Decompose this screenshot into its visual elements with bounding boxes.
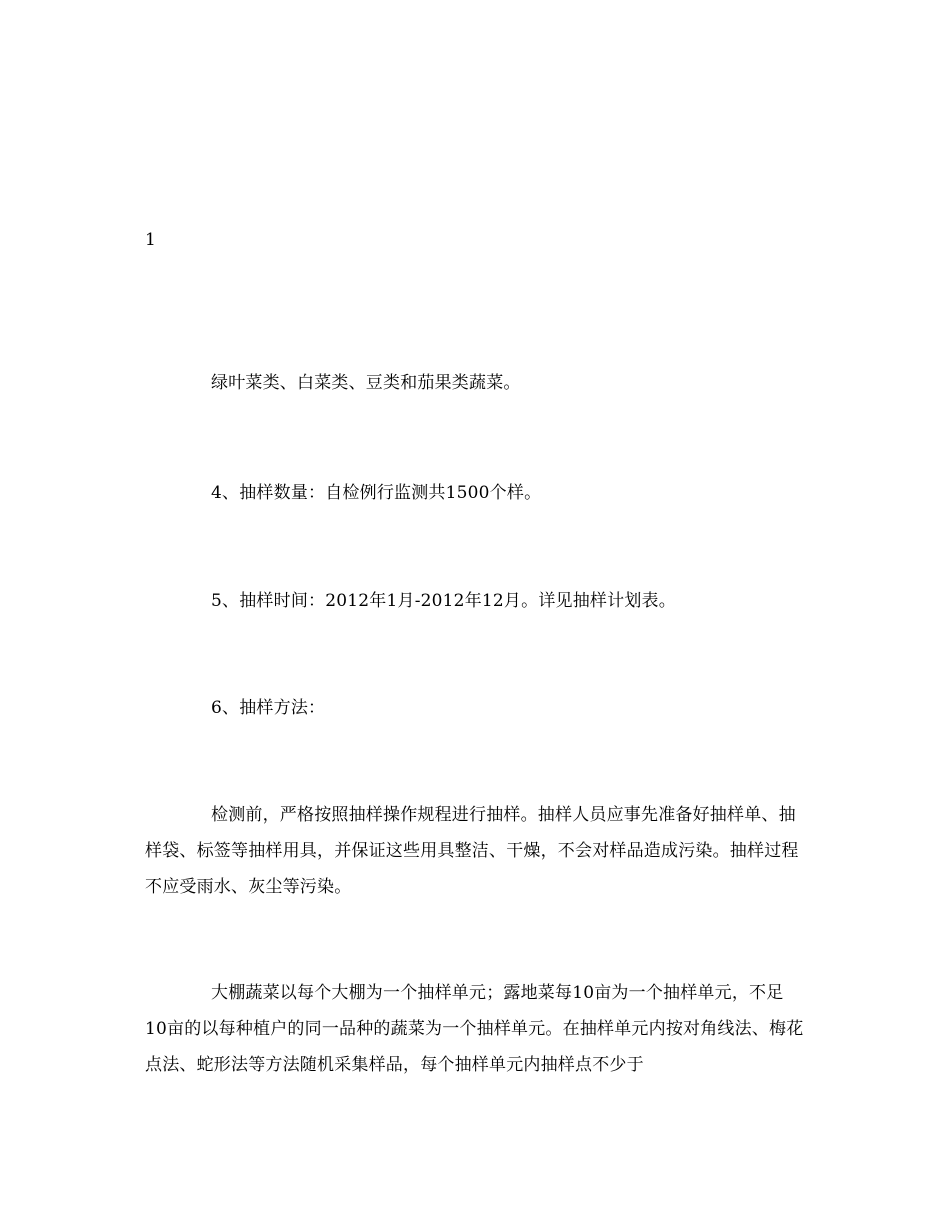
paragraph-sample-method-heading: 6、抽样方法： <box>211 698 326 718</box>
paragraph-pre-inspection: 检测前，严格按照抽样操作规程进行抽样。抽样人员应事先准备好抽样单、抽样袋、标签等抽样用具，并保证这些用具整洁、干燥，不会对样品造成污染。抽样过程不应受雨水、灰尘等污染。 <box>145 805 799 897</box>
paragraph-sampling-units: 大棚蔬菜以每个大棚为一个抽样单元；露地菜每10亩为一个抽样单元，不足10亩的以每种植户的同一品种的蔬菜为一个抽样单元。在抽样单元内按对角线法、梅花点法、蛇形法等方法随机采集样品，每个抽样单元内抽样点不少于 <box>145 983 804 1075</box>
paragraph-sample-time: 5、抽样时间：2012年1月-2012年12月。详见抽样计划表。 <box>211 591 676 611</box>
page-number: 1 <box>145 230 156 250</box>
paragraph-vegetable-types: 绿叶菜类、白菜类、豆类和茄果类蔬菜。 <box>211 373 521 393</box>
paragraph-sample-quantity: 4、抽样数量：自检例行监测共1500个样。 <box>211 483 542 503</box>
